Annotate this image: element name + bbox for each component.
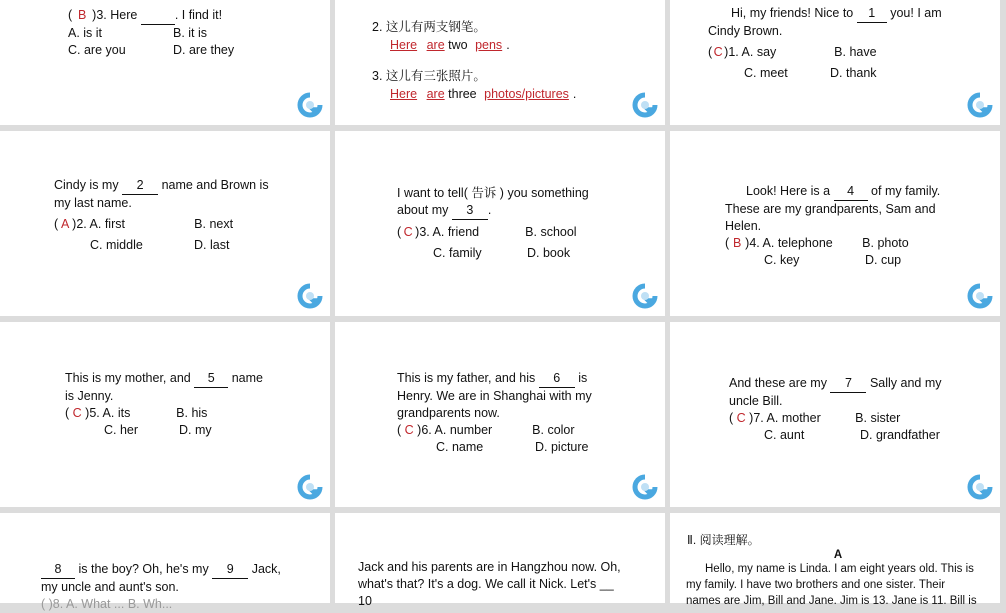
fill-photos: photos/pictures	[484, 87, 569, 101]
line2-chinese: 2. 这儿有两支钢笔。	[372, 20, 486, 34]
paren-open: (	[708, 45, 713, 59]
passage-text: Henry. We are in Shanghai with my	[397, 389, 592, 403]
option-b: B. color	[532, 423, 575, 437]
passage-text: Jack and his parents are in Hangzhou now. Oh,	[358, 560, 621, 574]
option-d: D. last	[194, 238, 230, 252]
passage-text: Hi, my friends! Nice to	[731, 6, 854, 20]
question-stem: )4. A. telephone	[745, 236, 833, 250]
paren-open: (	[65, 406, 70, 420]
card-q4-photo	[670, 131, 1000, 316]
passage-text: Cindy Brown.	[708, 24, 783, 38]
passage-text: of my family.	[871, 184, 941, 198]
answer-letter: A	[61, 217, 70, 231]
passage-text: Look! Here is a	[746, 184, 831, 198]
answer-letter: C	[404, 423, 414, 437]
option-c: C. meet	[744, 66, 788, 80]
option-b: B. have	[834, 45, 877, 59]
passage-text: grandparents now.	[397, 406, 500, 420]
fill-are-2: are	[426, 38, 445, 52]
passage-text: These are my grandparents, Sam and	[725, 202, 936, 216]
option-c: C. key	[764, 253, 800, 267]
blank-4: 4	[834, 183, 868, 201]
option-a: A. is it	[68, 26, 103, 40]
passage-text: This is my mother, and	[65, 371, 191, 385]
passage-text: uncle Bill.	[729, 394, 783, 408]
reading-text: names are Jim, Bill and Jane. Jim is 13. Jane is 11. Bill is	[686, 595, 977, 607]
option-d: D. are they	[173, 43, 235, 57]
option-c: C. aunt	[764, 428, 805, 442]
card-reading	[670, 513, 1000, 607]
blank-1: 1	[857, 5, 887, 23]
card-q3-family: I want to tell( 告诉 ) you something about my 3 . ( C )3. A. friend B. school C. family D. book	[335, 131, 665, 316]
refresh-icon[interactable]	[966, 91, 994, 119]
passage-text: Jack,	[251, 562, 281, 576]
passage-text: Helen.	[725, 219, 762, 233]
blank-8: 8	[41, 561, 75, 579]
answer-letter: C	[403, 225, 413, 239]
fill-here-3: Here	[390, 87, 418, 101]
passage-text: This is my father, and his	[397, 371, 536, 385]
blank-3: 3	[452, 202, 488, 220]
blank-5: 5	[194, 370, 228, 388]
passage-letter: A	[833, 549, 843, 561]
question-stem: )2. A. first	[72, 217, 125, 231]
passage-text: Cindy is my	[54, 178, 119, 192]
option-d: D. my	[179, 423, 212, 437]
question-stem: )7. A. mother	[749, 411, 821, 425]
option-c: C. middle	[90, 238, 143, 252]
refresh-icon[interactable]	[966, 282, 994, 310]
answer-blank	[141, 7, 175, 25]
refresh-icon[interactable]	[631, 91, 659, 119]
option-d: D. cup	[865, 253, 902, 267]
paren-open: (	[397, 225, 402, 239]
blank-9: 9	[212, 561, 248, 579]
passage-text: Sally and my	[869, 376, 942, 390]
passage-text: what's that? It's a dog. We call it Nick. Let's __	[358, 577, 614, 591]
card-q7-aunt	[670, 322, 1000, 507]
refresh-icon[interactable]	[966, 473, 994, 501]
card-q8-q9	[0, 513, 330, 611]
word-three: three	[448, 87, 477, 101]
passage-text: I want to tell( 告诉 ) you something	[397, 186, 589, 200]
option-b: B. sister	[855, 411, 901, 425]
option-d: D. picture	[535, 440, 589, 454]
card-q2-first-name	[0, 131, 330, 316]
passage-text: is Jenny.	[65, 389, 114, 403]
fill-are-3: are	[426, 87, 445, 101]
blank-2: 2	[122, 177, 158, 195]
paren-open: (	[397, 423, 402, 437]
passage-text: you! I am	[890, 6, 942, 20]
refresh-icon[interactable]	[631, 473, 659, 501]
answer-letter: C	[736, 411, 746, 425]
paren-open: (	[725, 236, 730, 250]
fill-here-2: Here	[390, 38, 418, 52]
question-stem: )3. Here	[92, 8, 138, 22]
option-b: B. school	[525, 225, 577, 239]
line3-chinese: 3. 这儿有三张照片。	[372, 69, 486, 83]
blank-6: 6	[539, 370, 575, 388]
passage-text: about my	[397, 203, 449, 217]
passage-text: And these are my	[729, 376, 827, 390]
passage-text: my last name.	[54, 196, 132, 210]
reading-text: Hello, my name is Linda. I am eight years old. This is	[705, 563, 974, 575]
passage-text: is	[578, 371, 588, 385]
refresh-icon[interactable]	[296, 282, 324, 310]
paren-open: (	[54, 217, 59, 231]
paren-open: (	[729, 411, 734, 425]
question-stem: )1. A. say	[724, 45, 777, 59]
option-d: D. book	[527, 246, 571, 260]
reading-text: my family. I have two brothers and one sister. Their	[686, 579, 946, 591]
question-stem: )3. A. friend	[415, 225, 480, 239]
word-two: two	[448, 38, 468, 52]
passage-text: my uncle and aunt's son.	[41, 580, 179, 594]
option-c: C. her	[104, 423, 139, 437]
option-c: C. are you	[68, 43, 126, 57]
refresh-icon[interactable]	[296, 473, 324, 501]
passage-text: is the boy? Oh, he's my	[78, 562, 209, 576]
card-q10-hangzhou	[335, 513, 665, 608]
refresh-icon[interactable]	[631, 282, 659, 310]
card-translation: 2. 这儿有两支钢笔。 Here are two pens . 3. 这儿有三张照片。 Here are three photos/pictures .	[335, 0, 665, 125]
answer-letter: B	[733, 236, 742, 250]
answer-letter: C	[72, 406, 82, 420]
option-c: C. name	[436, 440, 484, 454]
question-stem: )6. A. number	[417, 423, 493, 437]
blank-10: 10	[358, 594, 372, 608]
option-c: C. family	[433, 246, 482, 260]
paren-open: (	[68, 8, 73, 22]
answer-letter: C	[713, 45, 723, 59]
section-heading: Ⅱ. 阅读理解。	[687, 533, 760, 547]
option-b: B. it is	[173, 26, 208, 40]
refresh-icon[interactable]	[296, 91, 324, 119]
option-b: B. next	[194, 217, 234, 231]
answer-letter: B	[78, 8, 87, 22]
card-q1-nice-to	[670, 0, 1000, 125]
option-d: D. grandfather	[860, 428, 940, 442]
fill-pens: pens	[475, 38, 503, 52]
option-d: D. thank	[830, 66, 877, 80]
passage-text: name and Brown is	[161, 178, 269, 192]
blank-7: 7	[830, 375, 866, 393]
card-q5-mother	[0, 322, 330, 507]
option-b: B. his	[176, 406, 208, 420]
question-stem: )5. A. its	[85, 406, 131, 420]
passage-text: name	[231, 371, 263, 385]
partial-question: ( )8. A. What ... B. Wh...	[41, 597, 173, 611]
card-q6-father	[335, 322, 665, 507]
option-b: B. photo	[862, 236, 909, 250]
card-q3-here	[0, 0, 330, 125]
question-rest: . I find it!	[174, 8, 223, 22]
